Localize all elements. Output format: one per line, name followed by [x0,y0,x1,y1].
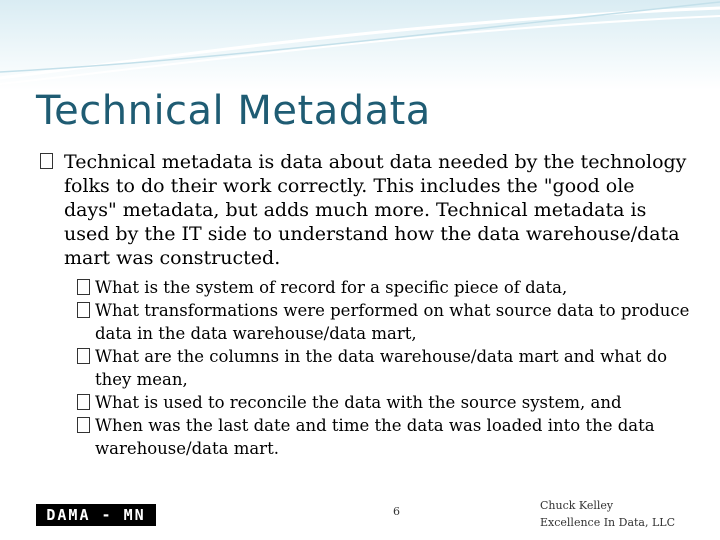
page-number: 6 [393,505,400,518]
slide-title: Technical Metadata [36,88,431,134]
bullet-box-icon [77,348,90,364]
list-item [40,276,690,299]
bullet-box-icon [40,153,53,169]
list-item-text: What transformations were performed on what source data to produce data in the data warehouse/data mart, [95,301,690,343]
list-item [40,299,690,345]
list-item [40,414,690,460]
list-item [40,345,690,391]
bullet-box-icon [77,279,90,295]
list-item-text: What are the columns in the data warehouse/data mart and what do they mean, [95,347,668,389]
company-name: Excellence In Data, LLC [540,516,676,529]
logo-text: DAMA - MN [46,506,146,524]
header-swoosh [0,0,720,90]
list-item-text: When was the last date and time the data was loaded into the data warehouse/data mart. [95,416,655,458]
dama-mn-logo [36,504,156,526]
list-item [40,391,690,414]
list-item-text: What is the system of record for a specific piece of data, [95,278,568,297]
bullet-box-icon [77,417,90,433]
slide-content [40,150,690,460]
bullet-box-icon [77,394,90,410]
intro-text: Technical metadata is data about data needed by the technology folks to do their work correctly. This includes the "good ole days" metadata, but adds much more. Technical metadata is used by the IT side to understand how the data warehouse/data mart was constructed. [64,151,687,269]
list-item-text: What is used to reconcile the data with the source system, and [95,393,622,412]
bullet-box-icon [77,302,90,318]
author-credit [540,497,675,531]
sub-bullet-list [40,276,690,460]
intro-paragraph [40,150,690,270]
author-name: Chuck Kelley [540,499,614,512]
